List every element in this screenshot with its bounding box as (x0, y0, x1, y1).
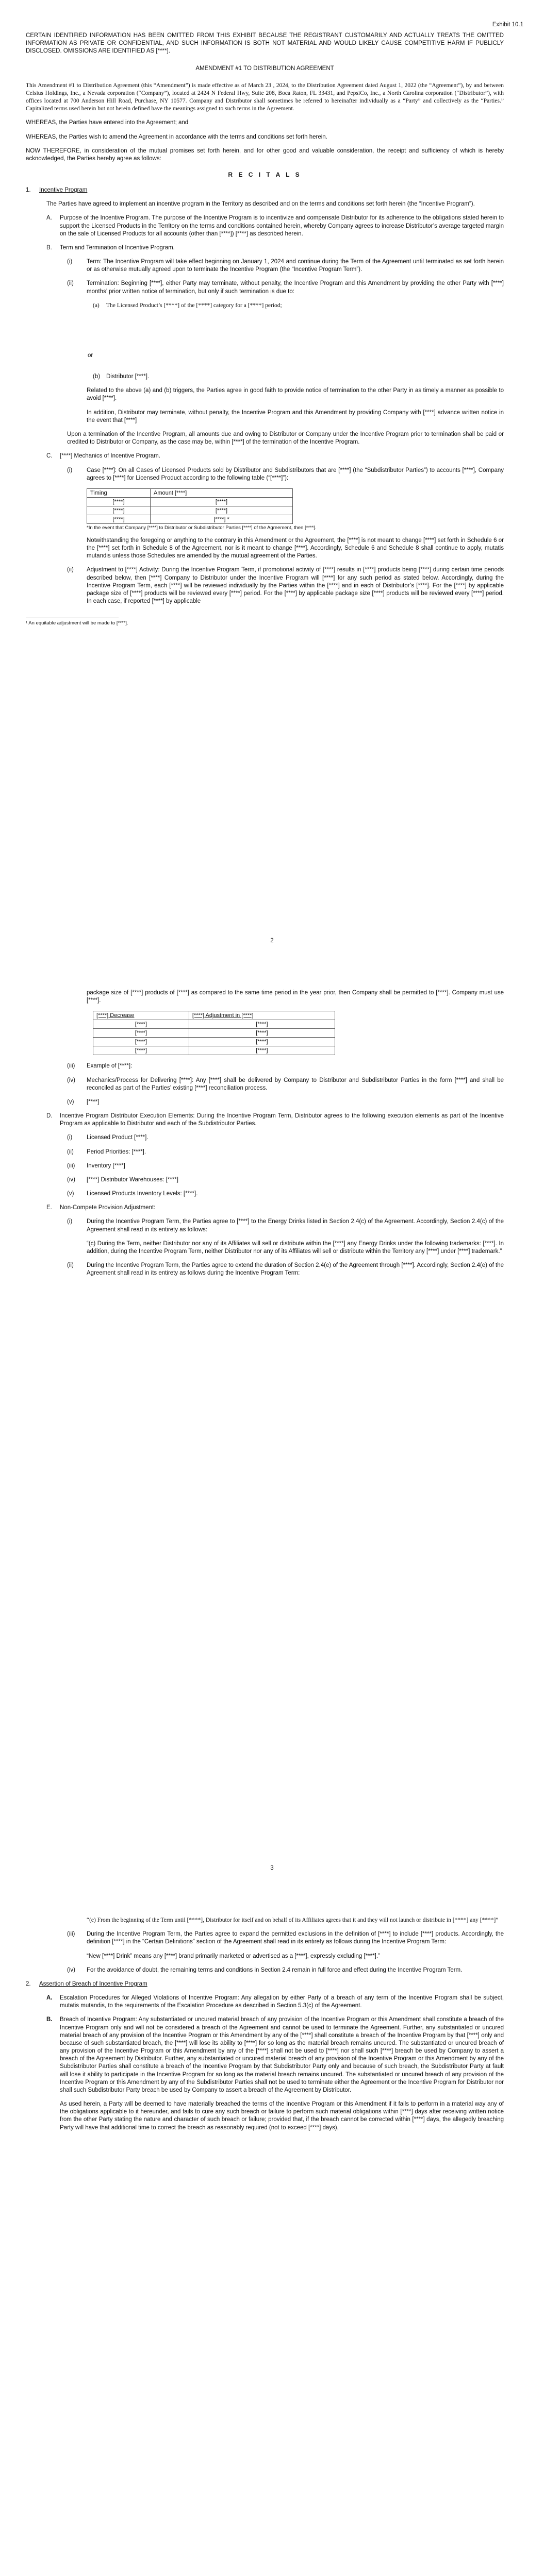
table-cell: [****] (93, 1038, 189, 1046)
section-title: Incentive Program (39, 187, 88, 194)
table-cell-value: [****] (213, 516, 226, 522)
section-2-heading (26, 1980, 504, 1988)
clause-text: Example of [****]: (87, 1063, 133, 1070)
section-2-4c-quote: “(c) During the Term, neither Distributor nor any of its Affiliates will sell or distribute within the [****] any Energy Drinks under the following trademarks: [****]. In addition, during the Incentive Program Term, neither Distributor nor any of its Affiliates will sell or distribute within the Territory any [****] under [****] trademark.” (87, 1240, 504, 1255)
whereas-1: WHEREAS, the Parties have entered into the Agreement; and (26, 120, 189, 126)
new-drink-definition-quote: “New [****] Drink” means any [****] brand primarily marketed or advertised as a [****], expressly excluding [****].” (87, 1953, 380, 1959)
table-note: *In the event that Company [****] to Distributor or Subdistributor Parties [****] of the Agreement, then [****]. (87, 524, 317, 531)
clause-label: (i) (67, 467, 73, 473)
clause-1c-iii (67, 1062, 504, 1070)
clause-label: (i) (67, 1134, 73, 1141)
clause-label: C. (46, 453, 53, 460)
table-row (93, 1029, 335, 1038)
clause-1a (46, 214, 504, 238)
table-cell: [****] (189, 1020, 335, 1029)
table-header: [****] Adjustment in [****] (189, 1011, 335, 1020)
list-item (67, 1148, 504, 1156)
clause-label: D. (46, 1113, 53, 1120)
table-row (87, 497, 293, 506)
decrease-table (93, 1011, 335, 1055)
clause-label: (a) (93, 302, 100, 309)
document-title: AMENDMENT #1 TO DISTRIBUTION AGREEMENT (195, 65, 334, 72)
clause-1b-i (67, 258, 504, 274)
clause-text: Non-Compete Provision Adjustment: (60, 1205, 156, 1211)
clause-label: B. (46, 244, 52, 251)
termination-payment-text: Upon a termination of the Incentive Program, all amounts due and owing to Distributor or Company under the Incentive Program prior to termination shall be paid or credited to Distributor or Company, as the case may be, within [****] of the termination of the Incentive Program. (67, 431, 504, 446)
clause-text: During the Incentive Program Term, the Parties agree to [****] to the Energy Drinks listed in Section 2.4(c) of the Agreement. Accordingly, Section 2.4(c) of the Agreement shall read in its entirety as follows: (87, 1218, 504, 1233)
whereas-2: WHEREAS, the Parties wish to amend the Agreement in accordance with the terms and conditions set forth herein. (26, 133, 327, 140)
clause-1c-i (67, 467, 504, 482)
clause-text: Licensed Product [****]. (87, 1134, 149, 1141)
table-cell: [****] (87, 497, 151, 506)
section-1-heading (26, 187, 504, 194)
table-cell: [****] (87, 515, 151, 523)
table-cell (151, 515, 293, 523)
recitals-heading: R E C I T A L S (228, 171, 302, 179)
clause-1b-ii-a (93, 302, 504, 310)
clause-label: B. (46, 2016, 53, 2023)
list-item (67, 1162, 504, 1170)
table-asterisk: * (227, 516, 229, 522)
clause-label: (iv) (67, 1077, 75, 1083)
notwithstanding-text: Notwithstanding the foregoing or anything to the contrary in this Amendment or the Agreement, the [****] is not meant to change [****] set forth in Schedule 6 or the [****] set forth in Schedule 8 of the Agreement, nor is it meant to change [****]. Accordingly, Schedule 6 and Schedule 8 shall continue to apply, mutatis mutandis unless those Schedules are amended by the mutual agreement of the Parties. (87, 537, 504, 560)
clause-2b (46, 2016, 504, 2094)
clause-text: Escalation Procedures for Alleged Violations of Incentive Program: Any allegation by either Party of a breach of any term of the Incentive Program shall be subject, mutatis mutandis, to the requirements of the Escalation Procedure as described in Section 5.3(c) of the Agreement. (60, 1995, 504, 2009)
clause-label: (ii) (67, 567, 74, 573)
clause-text: Licensed Products Inventory Levels: [****]. (87, 1191, 198, 1197)
list-item (67, 1190, 504, 1198)
clause-text: [****] Distributor Warehouses: [****] (87, 1176, 178, 1183)
timing-table (87, 488, 293, 524)
table-header: [****] Decrease (93, 1011, 189, 1020)
clause-1e-i (67, 1218, 504, 1233)
clause-text: Distributor [****]. (106, 374, 150, 380)
table-cell: [****] (189, 1046, 335, 1055)
table-cell: [****] (189, 1038, 335, 1046)
clause-label: (ii) (67, 1148, 74, 1155)
intro-paragraph: This Amendment #1 to Distribution Agreement (this “Amendment”) is made effective as of March 23 , 2024, to the Distribution Agreement dated August 1, 2022 (the “Agreement”), by and between Celsius Holdings, Inc., a Nevada corporation (“Company”), located at 2424 N Federal Hwy, Suite 208, Boca Raton, FL 33431, and PepsiCo, Inc., a North Carolina corporation (“Distributor”), with offices located at 700 Anderson Hill Road, Purchase, NY 10577. Company and Distributor shall sometimes be referred to hereinafter individually as a “Party” and collectively as the “Parties.” Capitalized terms used herein but not herein defined have the meanings assigned to such terms in the Agreement. (26, 82, 504, 112)
timing-table-block (87, 488, 504, 531)
clause-1b (46, 244, 504, 252)
clause-label: (iii) (67, 1931, 75, 1938)
material-breach-definition: As used herein, a Party will be deemed to have materially breached the terms of the Incentive Program or this Amendment if it fails to perform in a material way any of the obligations applicable to it hereunder, and fails to cure any such breach or failure to perform such material obligations within [****] days after receiving written notice from the other Party stating the nature and character of such breach or failure; provided that, if the breach cannot be corrected within [****] days, the allegedly breaching Party will have that additional time to correct the breach as reasonably required (not to exceed [****] days), (60, 2101, 504, 2131)
distributor-termination-text: In addition, Distributor may terminate, without penalty, the Incentive Program and this Amendment by providing Company with [****] advance written notice in the event that [****] (87, 409, 504, 423)
table-cell: [****] (93, 1020, 189, 1029)
section-title: Assertion of Breach of Incentive Program (39, 1980, 147, 1987)
table-cell: [****] (93, 1046, 189, 1055)
clause-text: During the Incentive Program Term, the Parties agree to expand the permitted exclusions in the definition of [****] to include [****] products. Accordingly, the definition [****] in the “Certain Definitions” section of the Agreement shall read in its entirety as follows during the Incentive Program Term: (87, 1931, 504, 1945)
clause-text: The Licensed Product’s [****] of the [****] category for a [****] period; (106, 302, 282, 309)
clause-label: E. (46, 1205, 52, 1211)
page-3 (0, 1886, 544, 2576)
decrease-table-block (93, 1011, 504, 1055)
confidentiality-notice: CERTAIN IDENTIFIED INFORMATION HAS BEEN OMITTED FROM THIS EXHIBIT BECAUSE THE REGISTRANT CUSTOMARILY AND ACTUALLY TREATS THE OMITTED INFORMATION AS PRIVATE OR CONFIDENTIAL, AND SUCH INFORMATION IS BOTH NOT MATERIAL AND WOULD LIKELY CAUSE COMPETITIVE HARM IF PUBLICLY DISCLOSED. OMISSIONS ARE IDENTIFIED AS [****]. (26, 32, 504, 55)
table-header: Timing (87, 488, 151, 497)
clause-1b-ii (67, 280, 504, 295)
clause-1e-iv (67, 1967, 504, 1974)
table-header: Amount [****] (151, 488, 293, 497)
exhibit-label: Exhibit 10.1 (492, 22, 523, 28)
clause-text: Termination: Beginning [****], either Party may terminate, without penalty, the Incentive Program and this Amendment by providing the other Party with [****] months’ prior written notice of termination, but only if such termination is due to: (87, 280, 504, 295)
clause-label: (iii) (67, 1063, 75, 1070)
clause-text: Term: The Incentive Program will take effect beginning on January 1, 2024 and continue during the Term of the Agreement until terminated as set forth herein or as otherwise mutually agreed upon to terminate the Incentive Program (the “Incentive Program Term”). (87, 259, 504, 273)
clause-label: (v) (67, 1191, 74, 1197)
clause-label: A. (46, 215, 52, 222)
clause-label: (ii) (67, 1262, 74, 1269)
clause-text: [****] (87, 1098, 100, 1105)
table-header-row (93, 1011, 335, 1020)
clause-label: (b) (93, 374, 101, 380)
clause-text: During the Incentive Program Term, the Parties agree to extend the duration of Section 2.4(e) of the Agreement through [****]. Accordingly, Section 2.4(e) of the Agreement shall read in its entirety as follows during the Incentive Program Term: (87, 1262, 504, 1277)
section-number: 2. (26, 1980, 31, 1987)
section-2-4e-quote: “(e) From the beginning of the Term until [****], Distributor for itself and on behalf of its Affiliates agrees that it and they will not launch or distribute in [****] any [****]” (87, 1917, 499, 1923)
table-cell: [****] (87, 506, 151, 515)
clause-1c (46, 452, 504, 460)
table-row (93, 1020, 335, 1029)
table-cell: [****] (151, 506, 293, 515)
clause-label: (i) (67, 1218, 73, 1225)
clause-1e (46, 1204, 504, 1212)
clause-text: For the avoidance of doubt, the remaining terms and conditions in Section 2.4 remain in full force and effect during the Incentive Program Term. (87, 1967, 463, 1973)
clause-label: (i) (67, 259, 73, 265)
clause-text: Mechanics/Process for Delivering [****]: Any [****] shall be delivered by Company to Distributor and Subdistributor Parties in the form [****] and shall be reconciled as part of the Parties’ existing [****] reconciliation process. (87, 1077, 504, 1091)
table-row (87, 506, 293, 515)
page-2 (0, 958, 544, 1886)
clause-text: [****] Mechanics of Incentive Program. (60, 453, 160, 460)
table-row (87, 515, 293, 523)
clause-text: Adjustment to [****] Activity: During the Incentive Program Term, if promotional activity of [****] results in [****] products being [****] during certain time periods described below, then [****] Company to Distributor under the Incentive Program will [****] for any such period as stated below. Accordingly, during the Incentive Program Term, each [****] will be reviewed individually by the Parties within the [****] and in each of Distributor’s [****]. For the [****] by applicable package size of [****] products will be reviewed every [****] period. For the [****] by applicable package size [****] products will be reviewed every [****] period. In each case, if reported [****] by applicable (87, 567, 504, 605)
clause-text: Purpose of the Incentive Program. The purpose of the Incentive Program is to incentivize and compensate Distributor for its adherence to the obligations stated herein to support the Licensed Products in the Territory on the terms and conditions contained herein, whereby Company agrees to increase Distributor’s average targeted margin on the sale of Licensed Products for all accounts (other than [****]) [****] as described herein. (60, 215, 504, 237)
table-row (93, 1046, 335, 1055)
list-item (67, 1134, 504, 1142)
clause-1c-iv (67, 1077, 504, 1092)
clause-label: (v) (67, 1098, 74, 1105)
clause-label: (iv) (67, 1176, 75, 1183)
section-number: 1. (26, 187, 31, 194)
clause-1e-ii (67, 1262, 504, 1277)
now-therefore: NOW THEREFORE, in consideration of the mutual promises set forth herein, and for other good and valuable consideration, the receipt and sufficiency of which is hereby acknowledged, the Parties hereby agree as follows: (26, 147, 504, 162)
table-cell: [****] (93, 1029, 189, 1038)
clause-1e-iii (67, 1930, 504, 1946)
table-cell: [****] (189, 1029, 335, 1038)
clause-text: Incentive Program Distributor Execution Elements: During the Incentive Program Term, Distributor agrees to the following execution elements as part of the Incentive Program as applicable to Distributor and each of the Subdistributor Parties. (60, 1113, 504, 1127)
section-1-intro: The Parties have agreed to implement an incentive program in the Territory as described and on the terms and conditions set forth herein (the “Incentive Program”). (46, 201, 475, 208)
clause-1b-ii-b (93, 373, 504, 381)
clause-text: Inventory [****] (87, 1162, 125, 1169)
or-connector: or (88, 352, 93, 359)
clause-1d (46, 1112, 504, 1128)
clause-label: (iii) (67, 1162, 75, 1169)
termination-notice-text: Related to the above (a) and (b) triggers, the Parties agree in good faith to provide notice of termination to the other Party in as timely a manner as possible to avoid [****]. (87, 387, 504, 402)
adjustment-continuation: package size of [****] products of [****] as compared to the same time period in the year prior, then Company shall be permitted to [****]. Company must use [****]. (87, 990, 504, 1004)
table-row (93, 1038, 335, 1046)
clause-text: Period Priorities: [****]. (87, 1148, 146, 1155)
page-number: 2 (270, 938, 274, 944)
footnote: ¹ An equitable adjustment will be made to [****]. (26, 620, 128, 626)
clause-label: A. (46, 1995, 53, 2002)
clause-label: (iv) (67, 1967, 75, 1973)
clause-text: Case [****]: On all Cases of Licensed Products sold by Distributor and Subdistributors that are [****] (the “Subdistributor Parties”) to accounts [****], Company agrees to [****] for Licensed Product according to the following table (“[****]”): (87, 467, 504, 481)
page-1 (0, 0, 544, 958)
page-number: 3 (270, 1865, 274, 1871)
clause-1c-ii (67, 566, 504, 605)
clause-text: Term and Termination of Incentive Program. (60, 244, 175, 251)
clause-2a (46, 1994, 504, 2010)
list-item (67, 1176, 504, 1184)
clause-1c-v (67, 1098, 504, 1106)
table-header-row (87, 488, 293, 497)
table-cell: [****] (151, 497, 293, 506)
clause-text: Breach of Incentive Program: Any substantiated or uncured material breach of any provision of the Incentive Program or this Amendment shall constitute a breach of the Incentive Program only and will not be considered a breach of the Agreement and cannot be used to terminate the Agreement. Further, any substantiated or uncured material breach of any provision of the Incentive Program or this Amendment by any of the [****] shall constitute a breach of the Incentive Program by that [****] only and because of such substantiated breach, the [****] will lose its ability to [****] for so long as the material breach remains uncured. The substantiated or uncured breach of any provision of the Incentive Program or this Amendment by any of the [****] shall not be used to [****] nor shall such [****] breach be used by Company to assert a breach of the Agreement by Distributor. Further, any substantiated or uncured material breach of any provision of the Incentive Program or this Amendment by any of the Subdistributor Parties shall constitute a breach of the Incentive Program by that Subdistributor Party only and because of such breach, the Subdistributor Party at fault will lose it ability to participate in the Incentive Program for so long as the material breach remains uncured. The substantiated or uncured breach of any provision of the Incentive Program or this Amendment by any of the Subdistributor Parties shall not be used to terminate either the Agreement or the Incentive Program for Distributor nor shall such Subdistributor Party breach be used by Company to assert a breach of the Agreement by Distributor. (60, 2016, 504, 2093)
clause-label: (ii) (67, 280, 74, 287)
